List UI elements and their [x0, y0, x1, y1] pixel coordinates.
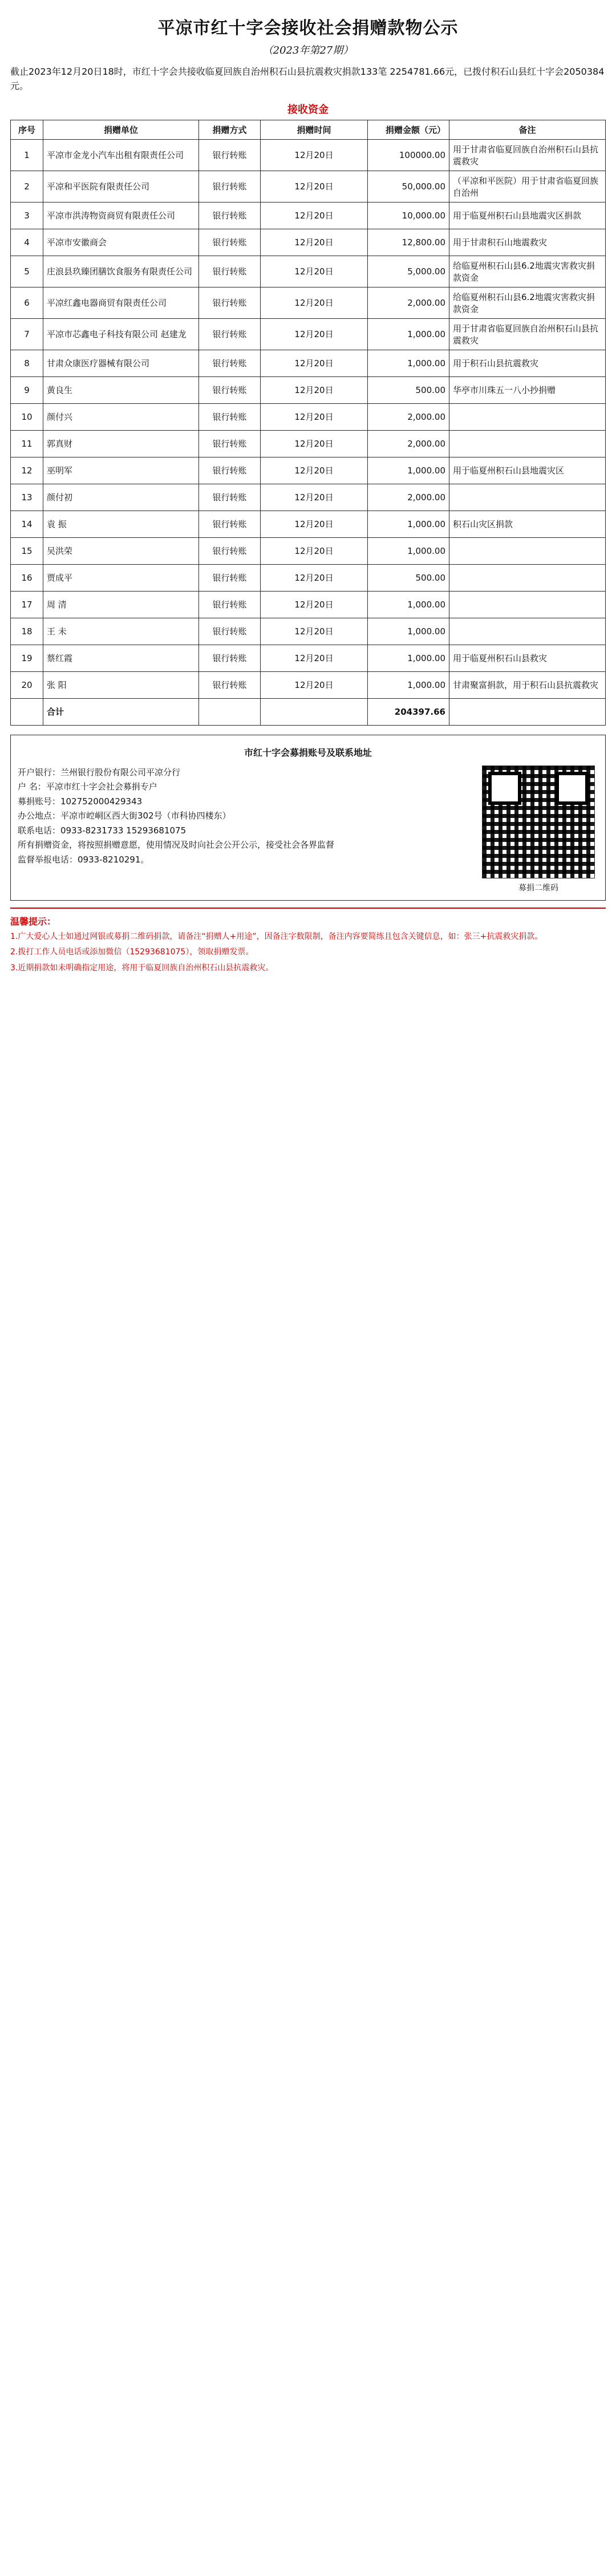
- cell-note: 用于甘肃省临夏回族自治州积石山县抗震救灾: [449, 318, 606, 350]
- qr-panel: [479, 765, 598, 893]
- cell-amount: 100000.00: [368, 139, 449, 171]
- table-row: [11, 318, 606, 350]
- table-row: [11, 537, 606, 564]
- table-body: [11, 139, 606, 698]
- cell-donor: 周 清: [43, 591, 199, 618]
- cell-no: 5: [11, 256, 43, 287]
- total-no: [11, 698, 43, 725]
- cell-amount: 2,000.00: [368, 484, 449, 511]
- total-note: [449, 698, 606, 725]
- cell-donor: 平凉市金龙小汽车出租有限责任公司: [43, 139, 199, 171]
- cell-donor: 平凉市洪涛物资商贸有限责任公司: [43, 202, 199, 229]
- cell-no: 7: [11, 318, 43, 350]
- table-row: [11, 484, 606, 511]
- cell-no: 3: [11, 202, 43, 229]
- table-row: [11, 430, 606, 457]
- cell-amount: 1,000.00: [368, 318, 449, 350]
- cell-time: 12月20日: [261, 318, 368, 350]
- cell-method: 银行转账: [199, 645, 261, 671]
- cell-note: [449, 430, 606, 457]
- donations-table: [10, 120, 606, 726]
- cell-note: [449, 618, 606, 645]
- cell-donor: 庄浪县玖臻团膳饮食服务有限责任公司: [43, 256, 199, 287]
- table-row: [11, 171, 606, 202]
- cell-time: 12月20日: [261, 564, 368, 591]
- cell-no: 2: [11, 171, 43, 202]
- table-row: [11, 376, 606, 403]
- tip-line: 2.拨打工作人员电话或添加微信（15293681075），领取捐赠发票。: [10, 947, 254, 957]
- cell-amount: 1,000.00: [368, 350, 449, 376]
- cell-time: 12月20日: [261, 618, 368, 645]
- cell-method: 银行转账: [199, 591, 261, 618]
- qr-code-image: [482, 765, 595, 878]
- cell-amount: 1,000.00: [368, 591, 449, 618]
- bank-line: 户 名：平凉市红十字会社会募捐专户: [18, 781, 157, 792]
- section-label: 接收资金: [287, 103, 329, 116]
- cell-note: 给临夏州积石山县6.2地震灾害救灾捐款资金: [449, 287, 606, 318]
- cell-method: 银行转账: [199, 484, 261, 511]
- qr-caption: 募捐二维码: [518, 883, 558, 893]
- total-label: 合计: [43, 698, 199, 725]
- table-header-row: [11, 120, 606, 139]
- cell-note: 用于临夏州积石山县地震灾区: [449, 457, 606, 484]
- table-row: [11, 350, 606, 376]
- bank-line: 开户银行：兰州银行股份有限公司平凉分行: [18, 767, 181, 777]
- table-row: [11, 403, 606, 430]
- cell-time: 12月20日: [261, 457, 368, 484]
- cell-no: 11: [11, 430, 43, 457]
- cell-time: 12月20日: [261, 202, 368, 229]
- tip-line: 3.近期捐款如未明确指定用途，将用于临夏回族自治州积石山县抗震救灾。: [10, 963, 274, 973]
- table-row: [11, 256, 606, 287]
- table-row: [11, 229, 606, 256]
- table-row: [11, 202, 606, 229]
- cell-donor: 王 未: [43, 618, 199, 645]
- table-row: [11, 457, 606, 484]
- cell-method: 银行转账: [199, 229, 261, 256]
- cell-donor: 巫明军: [43, 457, 199, 484]
- tips-block: [10, 908, 606, 975]
- cell-donor: 黄良生: [43, 376, 199, 403]
- cell-method: 银行转账: [199, 318, 261, 350]
- total-amount: 204397.66: [368, 698, 449, 725]
- bank-line: 募捐账号：102752000429343: [18, 796, 143, 807]
- cell-time: 12月20日: [261, 350, 368, 376]
- cell-no: 16: [11, 564, 43, 591]
- bank-line: 联系电话：0933-8231733 15293681075: [18, 825, 187, 836]
- bank-line: 监督举报电话：0933-8210291。: [18, 854, 149, 865]
- cell-donor: 平凉市安徽商会: [43, 229, 199, 256]
- cell-note: [449, 537, 606, 564]
- th-note: 备注: [449, 120, 606, 139]
- table-row: [11, 645, 606, 671]
- total-method: [199, 698, 261, 725]
- total-time: [261, 698, 368, 725]
- cell-no: 9: [11, 376, 43, 403]
- th-time: 捐赠时间: [261, 120, 368, 139]
- cell-donor: 吴洪荣: [43, 537, 199, 564]
- cell-amount: 1,000.00: [368, 511, 449, 537]
- cell-note: 用于临夏州积石山县地震灾区捐款: [449, 202, 606, 229]
- cell-amount: 5,000.00: [368, 256, 449, 287]
- footer-grid: [18, 765, 598, 893]
- cell-time: 12月20日: [261, 511, 368, 537]
- cell-no: 4: [11, 229, 43, 256]
- cell-note: （平凉和平医院）用于甘肃省临夏回族自治州: [449, 171, 606, 202]
- th-amount: 捐赠金额（元）: [368, 120, 449, 139]
- cell-method: 银行转账: [199, 350, 261, 376]
- tip-line: 1.广大爱心人士如通过网银或募捐二维码捐款，请备注“捐赠人+用途”，因备注字数限制，备注内容要简练且包含关键信息，如：张三+抗震救灾捐款。: [10, 931, 543, 941]
- cell-note: 华亭市川珠五一八小抄捐赠: [449, 376, 606, 403]
- cell-donor: 甘肃众康医疗器械有限公司: [43, 350, 199, 376]
- cell-time: 12月20日: [261, 537, 368, 564]
- cell-time: 12月20日: [261, 171, 368, 202]
- cell-method: 银行转账: [199, 256, 261, 287]
- cell-method: 银行转账: [199, 457, 261, 484]
- cell-donor: 蔡红霞: [43, 645, 199, 671]
- table-total-row: [11, 698, 606, 725]
- cell-amount: 12,800.00: [368, 229, 449, 256]
- table-row: [11, 591, 606, 618]
- cell-method: 银行转账: [199, 139, 261, 171]
- cell-no: 12: [11, 457, 43, 484]
- cell-time: 12月20日: [261, 256, 368, 287]
- cell-amount: 1,000.00: [368, 618, 449, 645]
- cell-method: 银行转账: [199, 537, 261, 564]
- cell-no: 10: [11, 403, 43, 430]
- cell-donor: 颜付初: [43, 484, 199, 511]
- cell-amount: 50,000.00: [368, 171, 449, 202]
- cell-method: 银行转账: [199, 403, 261, 430]
- cell-time: 12月20日: [261, 645, 368, 671]
- cell-amount: 1,000.00: [368, 537, 449, 564]
- cell-time: 12月20日: [261, 139, 368, 171]
- cell-no: 1: [11, 139, 43, 171]
- cell-amount: 2,000.00: [368, 403, 449, 430]
- cell-time: 12月20日: [261, 671, 368, 698]
- cell-no: 13: [11, 484, 43, 511]
- cell-note: 积石山灾区捐款: [449, 511, 606, 537]
- cell-no: 20: [11, 671, 43, 698]
- cell-amount: 2,000.00: [368, 430, 449, 457]
- cell-donor: 平凉红鑫电器商贸有限责任公司: [43, 287, 199, 318]
- table-row: [11, 671, 606, 698]
- cell-method: 银行转账: [199, 376, 261, 403]
- cell-time: 12月20日: [261, 376, 368, 403]
- cell-amount: 2,000.00: [368, 287, 449, 318]
- cell-note: 用于甘肃省临夏回族自治州积石山县抗震救灾: [449, 139, 606, 171]
- cell-note: [449, 403, 606, 430]
- cell-donor: 贾成平: [43, 564, 199, 591]
- th-name: 捐赠单位: [43, 120, 199, 139]
- th-no: 序号: [11, 120, 43, 139]
- cell-donor: 颜付兴: [43, 403, 199, 430]
- cell-amount: 1,000.00: [368, 645, 449, 671]
- th-method: 捐赠方式: [199, 120, 261, 139]
- table-row: [11, 564, 606, 591]
- cell-note: [449, 484, 606, 511]
- cell-no: 8: [11, 350, 43, 376]
- page-title: 平凉市红十字会接收社会捐赠款物公示: [157, 18, 459, 38]
- footer-title: 市红十字会募捐账号及联系地址: [244, 747, 372, 758]
- cell-donor: 平凉市芯鑫电子科技有限公司 赵建龙: [43, 318, 199, 350]
- cell-note: [449, 591, 606, 618]
- cell-amount: 500.00: [368, 376, 449, 403]
- cell-method: 银行转账: [199, 287, 261, 318]
- bank-line: 所有捐赠资金，将按照捐赠意愿，使用情况及时向社会公开公示，接受社会各界监督: [18, 840, 335, 850]
- cell-time: 12月20日: [261, 591, 368, 618]
- cell-note: 用于甘肃积石山地震救灾: [449, 229, 606, 256]
- cell-time: 12月20日: [261, 229, 368, 256]
- cell-amount: 500.00: [368, 564, 449, 591]
- cell-note: 用于临夏州积石山县救灾: [449, 645, 606, 671]
- cell-method: 银行转账: [199, 618, 261, 645]
- cell-method: 银行转账: [199, 511, 261, 537]
- cell-note: 用于积石山县抗震救灾: [449, 350, 606, 376]
- cell-donor: 平凉和平医院有限责任公司: [43, 171, 199, 202]
- cell-time: 12月20日: [261, 430, 368, 457]
- cell-amount: 1,000.00: [368, 671, 449, 698]
- intro-text: 截止2023年12月20日18时，市红十字会共接收临夏回族自治州积石山县抗震救灾捐款133笔 2254781.66元，已拨付积石山县红十字会2050384元。: [10, 66, 605, 91]
- cell-note: 给临夏州积石山县6.2地震灾害救灾捐款资金: [449, 256, 606, 287]
- table-row: [11, 139, 606, 171]
- table-row: [11, 511, 606, 537]
- cell-no: 6: [11, 287, 43, 318]
- cell-no: 14: [11, 511, 43, 537]
- cell-time: 12月20日: [261, 403, 368, 430]
- table-row: [11, 618, 606, 645]
- page-subtitle: （2023年第27期）: [262, 44, 354, 56]
- cell-donor: 袁 振: [43, 511, 199, 537]
- cell-note: [449, 564, 606, 591]
- cell-method: 银行转账: [199, 430, 261, 457]
- tips-title: 温馨提示：: [10, 916, 56, 927]
- cell-amount: 10,000.00: [368, 202, 449, 229]
- cell-no: 17: [11, 591, 43, 618]
- bank-line: 办公地点：平凉市崆峒区西大街302号（市科协四楼东）: [18, 811, 231, 821]
- cell-amount: 1,000.00: [368, 457, 449, 484]
- cell-donor: 郭真财: [43, 430, 199, 457]
- cell-donor: 张 阳: [43, 671, 199, 698]
- cell-no: 18: [11, 618, 43, 645]
- table-row: [11, 287, 606, 318]
- cell-note: 甘肃聚富捐款，用于积石山县抗震救灾: [449, 671, 606, 698]
- bank-info: [18, 765, 471, 893]
- cell-method: 银行转账: [199, 564, 261, 591]
- cell-method: 银行转账: [199, 202, 261, 229]
- cell-no: 19: [11, 645, 43, 671]
- cell-method: 银行转账: [199, 671, 261, 698]
- cell-no: 15: [11, 537, 43, 564]
- footer-block: [10, 735, 606, 901]
- cell-time: 12月20日: [261, 287, 368, 318]
- cell-method: 银行转账: [199, 171, 261, 202]
- cell-time: 12月20日: [261, 484, 368, 511]
